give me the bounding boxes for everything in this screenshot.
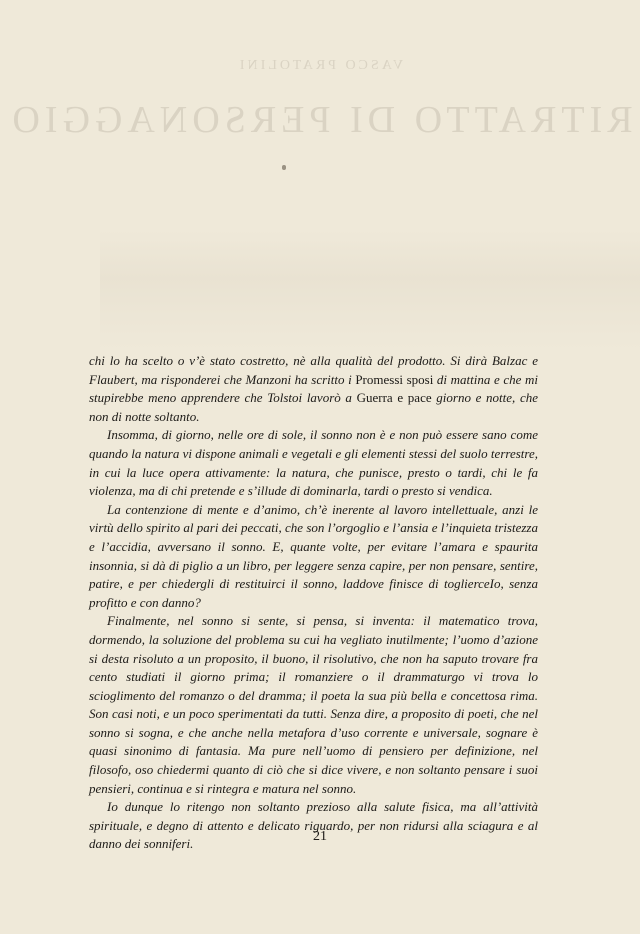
bleed-through-author: VASCO PRATOLINI	[236, 58, 404, 73]
paragraph-3	[89, 501, 538, 613]
text-segment: La contenzione di mente e d’animo, ch’è inerente al lavoro intellettuale, anzi le virtù dello spirito al pari dei peccati, che son l’orgoglio e l’ansia e l’inquieta tristezza e l’accidia, avversano il sonno. E, quante volte, per evitare l’amara e spaurita insonnia, si dà di piglio a un libro, per leggere senza capire, per non pensare, sentire, patire, e per chiedergli di restituirci il sonno, laddove finisce di toglierceIo, senza profitto e con danno?	[89, 501, 538, 610]
bleed-through-title: RITRATTO DI PERSONAGGIO	[7, 99, 633, 141]
book-title-promessi-sposi: Promessi sposi	[355, 371, 434, 387]
bleed-through-shadow	[100, 230, 640, 350]
page-number: 21	[313, 829, 327, 844]
paragraph-4	[89, 612, 538, 798]
paragraph-5	[89, 798, 538, 854]
text-segment: chi lo ha scelto o v’è stato costretto, nè alla qualità del prodotto. Si dirà Balzac e Flaubert, ma risponderei che Manzoni ha scritto i	[89, 353, 538, 387]
text-segment: Insomma, di giorno, nelle ore di sole, il sonno non è e non può essere sano come quando la natura vi dispone animali e vegetali e gli elementi stessi del suolo terrestre, in cui la luce opera attivamente: la natura, che punisce, presto o tardi, chi le fa violenza, ma di chi pretende e s’illude di dominarla, tardi o presto si vendica.	[89, 427, 538, 499]
ink-speck	[282, 165, 286, 170]
body-text	[89, 352, 538, 854]
paragraph-2	[89, 426, 538, 500]
text-segment: Io dunque lo ritengo non soltanto prezioso alla salute fisica, ma all’attività spirituale, e degno di attento e delicato riguardo, per non ridursi alla sciagura e al danno dei sonniferi.	[89, 799, 538, 852]
text-segment: giorno e notte, che non di notte soltanto.	[89, 390, 538, 424]
text-segment: di mattina e che mi stupirebbe meno apprendere che Tolstoi lavorò a	[89, 371, 538, 406]
text-segment: Finalmente, nel sonno si sente, si pensa, si inventa: il matematico trova, dormendo, la soluzione del problema su cui ha vegliato inutilmente; l’uomo d’azione si desta risoluto a un proposito, il buono, il risolutivo, che non ha saputo trovare fra cento studiati il giorno prima; il romanziere o il drammaturgo vi trova lo scioglimento del romanzo o del dramma; il poeta la sua più bella e concettosa rima. Son casi noti, e un poco sperimentati da tutti. Senza dire, a proposito di poeti, che nel sonno si sogna, e che anche nella metafora d’uso corrente e universale, sognare è quasi sinonimo di fantasia. Ma pure nell’uomo di pensiero per definizione, nel filosofo, oso chiedermi quanto di ciò che si dice vivere, e non soltanto pensare i suoi pensieri, continua e si rintegra e matura nel sonno.	[89, 613, 538, 796]
book-title-guerra-e-pace: Guerra e pace	[356, 390, 432, 406]
paragraph-1	[89, 352, 538, 426]
